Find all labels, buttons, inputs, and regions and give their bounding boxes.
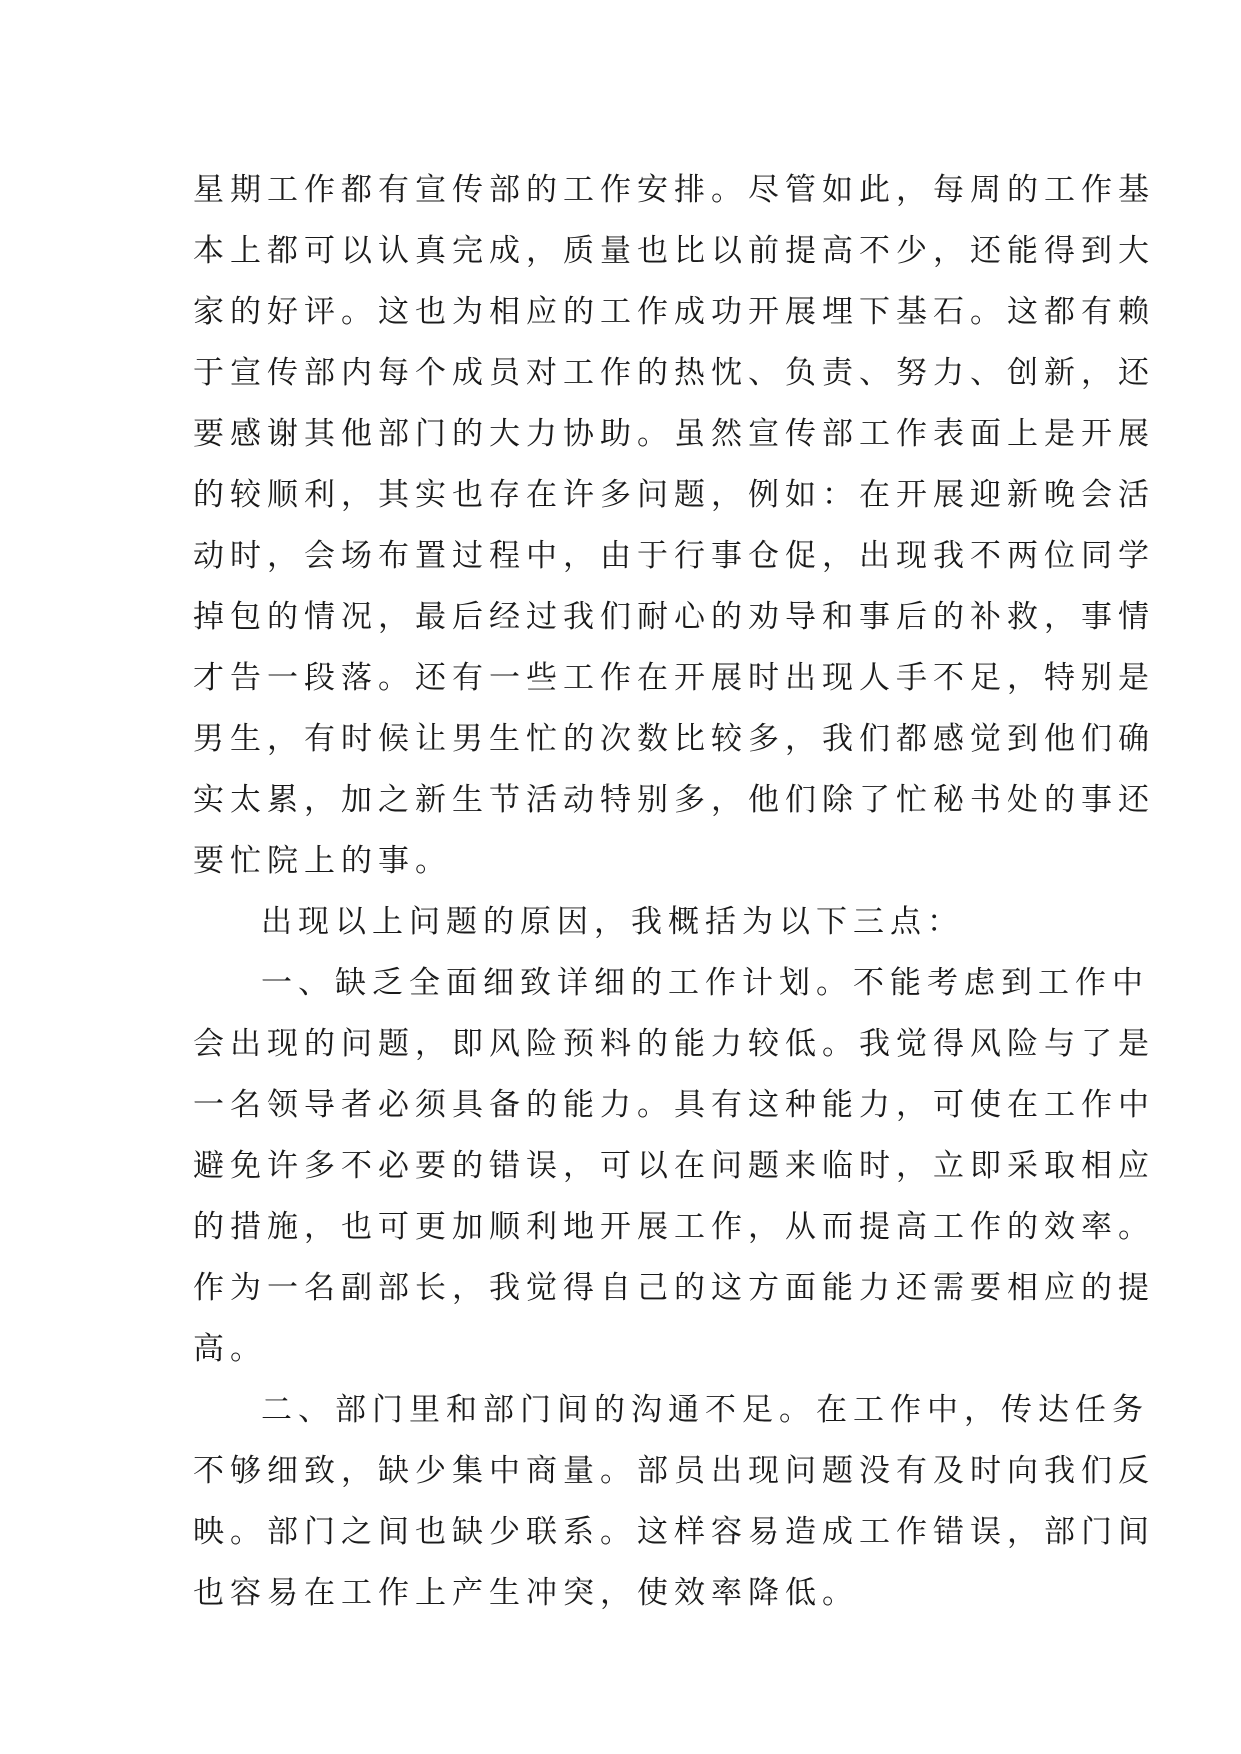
text-line: 高。 [193, 1331, 267, 1367]
text-line: 也容易在工作上产生冲突，使效率降低。 [193, 1575, 859, 1611]
text-line: 的措施，也可更加顺利地开展工作，从而提高工作的效率。 [193, 1209, 1155, 1245]
paragraph-start-line: 一、缺乏全面细致详细的工作计划。不能考虑到工作中 [261, 965, 1149, 1001]
text-line: 映。部门之间也缺少联系。这样容易造成工作错误，部门间 [193, 1514, 1155, 1550]
body-text [193, 160, 1155, 1624]
paragraph-start-line: 出现以上问题的原因，我概括为以下三点： [261, 904, 964, 940]
text-line: 要忙院上的事。 [193, 843, 452, 879]
text-line: 星期工作都有宣传部的工作安排。尽管如此，每周的工作基 [193, 172, 1155, 208]
text-line: 的较顺利，其实也存在许多问题，例如：在开展迎新晚会活 [193, 477, 1155, 513]
text-line: 动时，会场布置过程中，由于行事仓促，出现我不两位同学 [193, 538, 1155, 574]
text-line: 掉包的情况，最后经过我们耐心的劝导和事后的补救，事情 [193, 599, 1155, 635]
text-line: 男生，有时候让男生忙的次数比较多，我们都感觉到他们确 [193, 721, 1155, 757]
text-line: 才告一段落。还有一些工作在开展时出现人手不足，特别是 [193, 660, 1155, 696]
text-line: 会出现的问题，即风险预料的能力较低。我觉得风险与了是 [193, 1026, 1155, 1062]
text-line: 避免许多不必要的错误，可以在问题来临时，立即采取相应 [193, 1148, 1155, 1184]
text-line: 本上都可以认真完成，质量也比以前提高不少，还能得到大 [193, 233, 1155, 269]
text-line: 家的好评。这也为相应的工作成功开展埋下基石。这都有赖 [193, 294, 1155, 330]
text-line: 于宣传部内每个成员对工作的热忱、负责、努力、创新，还 [193, 355, 1155, 391]
text-line: 作为一名副部长，我觉得自己的这方面能力还需要相应的提 [193, 1270, 1155, 1306]
text-line: 实太累，加之新生节活动特别多，他们除了忙秘书处的事还 [193, 782, 1155, 818]
paragraph-start-line: 二、部门里和部门间的沟通不足。在工作中，传达任务 [261, 1392, 1149, 1428]
text-line: 要感谢其他部门的大力协助。虽然宣传部工作表面上是开展 [193, 416, 1155, 452]
text-line: 不够细致，缺少集中商量。部员出现问题没有及时向我们反 [193, 1453, 1155, 1489]
text-line: 一名领导者必须具备的能力。具有这种能力，可使在工作中 [193, 1087, 1155, 1123]
